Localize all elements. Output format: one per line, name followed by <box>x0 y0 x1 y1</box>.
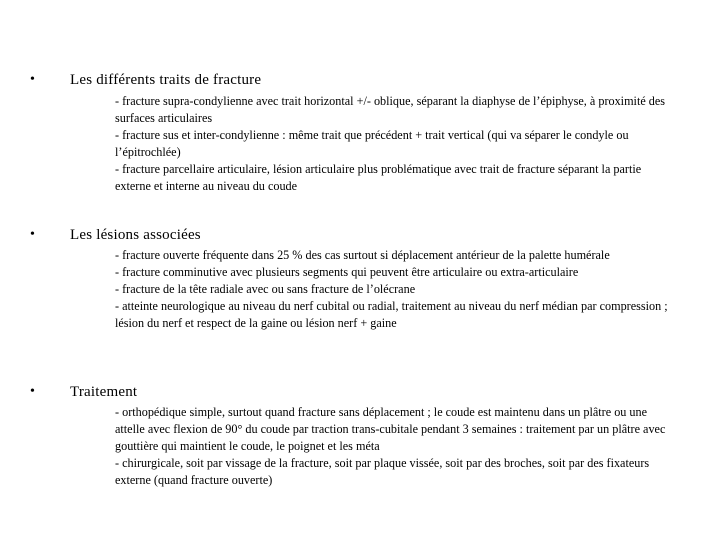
section-fracture-lines <box>0 70 720 195</box>
list-item: - fracture parcellaire articulaire, lésion articulaire plus problématique avec trait de fracture séparant la partie externe et interne au niveau du coude <box>115 162 642 193</box>
section-heading: Les différents traits de fracture <box>70 72 262 88</box>
section-treatment <box>0 382 720 489</box>
list-item: - chirurgicale, soit par vissage de la fracture, soit par plaque vissée, soit par des broches, soit par des fixateurs externe (quand fracture ouverte) <box>115 456 650 487</box>
list-item: - fracture ouverte fréquente dans 25 % des cas surtout si déplacement antérieur de la palette humérale <box>115 248 610 262</box>
list-item: - atteinte neurologique au niveau du nerf cubital ou radial, traitement au niveau du nerf médian par compression ; lésion du nerf et respect de la gaine ou lésion nerf + gaine <box>115 299 668 330</box>
list-item: - fracture de la tête radiale avec ou sans fracture de l’olécrane <box>115 282 416 296</box>
item-list <box>115 247 675 332</box>
section-heading: Les lésions associées <box>70 227 201 243</box>
bullet-icon: • <box>30 72 35 87</box>
bullet-icon: • <box>30 227 35 242</box>
item-list <box>115 93 675 195</box>
item-list <box>115 404 675 489</box>
section-header <box>0 382 720 402</box>
section-heading: Traitement <box>70 384 138 400</box>
section-header <box>0 225 720 245</box>
bullet-icon: • <box>30 384 35 399</box>
section-associated-lesions <box>0 225 720 332</box>
list-item: - fracture comminutive avec plusieurs segments qui peuvent être articulaire ou extra-articulaire <box>115 265 579 279</box>
list-item: - fracture sus et inter-condylienne : même trait que précédent + trait vertical (qui va séparer le condyle ou l’épitrochlée) <box>115 128 629 159</box>
list-item: - fracture supra-condylienne avec trait horizontal +/- oblique, séparant la diaphyse de l’épiphyse, à proximité des surfaces articulaires <box>115 94 666 125</box>
list-item: - orthopédique simple, surtout quand fracture sans déplacement ; le coude est maintenu dans un plâtre ou une attelle avec flexion de 90° du coude par traction trans-cubitale pendant 3 semaines : traitement par un plâtre avec gouttière qui maintient le coude, le poignet et les méta <box>115 405 666 453</box>
section-header <box>0 70 720 90</box>
